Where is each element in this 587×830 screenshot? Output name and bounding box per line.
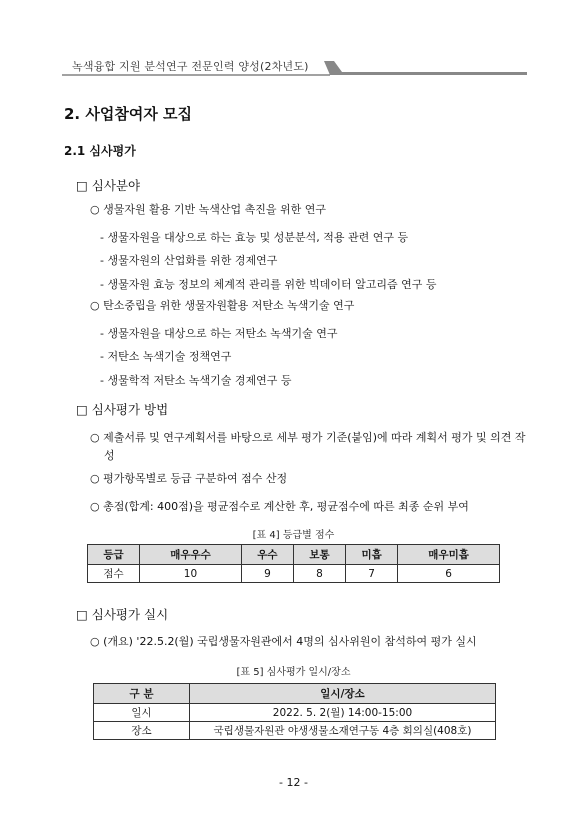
table5-caption: [표 5] 심사평가 일시/장소 [236,667,351,678]
method-item-2: ○ 평가항목별로 등급 구분하여 점수 산정 [90,472,288,485]
table4-header: 등급 [88,545,140,565]
table4-cell: 점수 [88,565,140,583]
page-header [62,56,527,76]
table4-header: 매우우수 [140,545,242,565]
table4-header: 우수 [241,545,293,565]
table4-cell: 6 [398,565,500,583]
table5-cell: 2022. 5. 2(월) 14:00-15:00 [190,704,496,722]
table5-cell: 장소 [94,722,190,740]
table4-cell: 10 [140,565,242,583]
table4-caption: [표 4] 등급별 점수 [252,530,335,541]
subsection-title: 2.1 심사평가 [64,144,136,158]
method-heading: □ 심사평가 방법 [76,402,169,417]
field-sub-2-2: - 저탄소 녹색기술 정책연구 [100,350,232,363]
page-number: - 12 - [279,776,308,789]
table5-header: 일시/장소 [190,684,496,704]
table4-header: 매우미흡 [398,545,500,565]
field-item-1: ○ 생물자원 활용 기반 녹색산업 촉진을 위한 연구 [90,203,326,216]
field-heading: □ 심사분야 [76,178,141,193]
table4-header: 보통 [293,545,345,565]
field-item-2: ○ 탄소중립을 위한 생물자원활용 저탄소 녹색기술 연구 [90,299,355,312]
table5-cell: 국립생물자원관 야생생물소재연구동 4층 회의실(408호) [190,722,496,740]
table4-header: 미흡 [346,545,398,565]
field-sub-1-1: - 생물자원을 대상으로 하는 효능 및 성분분석, 적용 관련 연구 등 [100,231,409,244]
method-item-3: ○ 총점(합계: 400점)을 평균점수로 계산한 후, 평균점수에 따른 최종 순위 부여 [90,500,469,513]
field-sub-2-3: - 생물학적 저탄소 녹색기술 경제연구 등 [100,374,292,387]
field-sub-1-2: - 생물자원의 산업화를 위한 경제연구 [100,254,278,267]
conduct-heading: □ 심사평가 실시 [76,607,169,622]
table5-header: 구 분 [94,684,190,704]
table4-cell: 8 [293,565,345,583]
table5-cell: 일시 [94,704,190,722]
schedule-table [93,683,496,740]
field-sub-2-1: - 생물자원을 대상으로 하는 저탄소 녹색기술 연구 [100,327,338,340]
method-item-1: ○ 제출서류 및 연구계획서를 바탕으로 세부 평가 기준(붙임)에 따라 계획서 평가 및 의견 작성 [90,431,526,462]
grade-score-table [87,544,500,583]
table4-cell: 9 [241,565,293,583]
conduct-item: ○ (개요) '22.5.2(월) 국립생물자원관에서 4명의 심사위원이 참석하여 평가 실시 [90,635,477,648]
section-title: 2. 사업참여자 모집 [64,105,193,123]
field-sub-1-3: - 생물자원 효능 정보의 체계적 관리를 위한 빅데이터 알고리즘 연구 등 [100,278,437,291]
header-title: 녹색융합 지원 분석연구 전문인력 양성(2차년도) [72,60,309,73]
table4-cell: 7 [346,565,398,583]
